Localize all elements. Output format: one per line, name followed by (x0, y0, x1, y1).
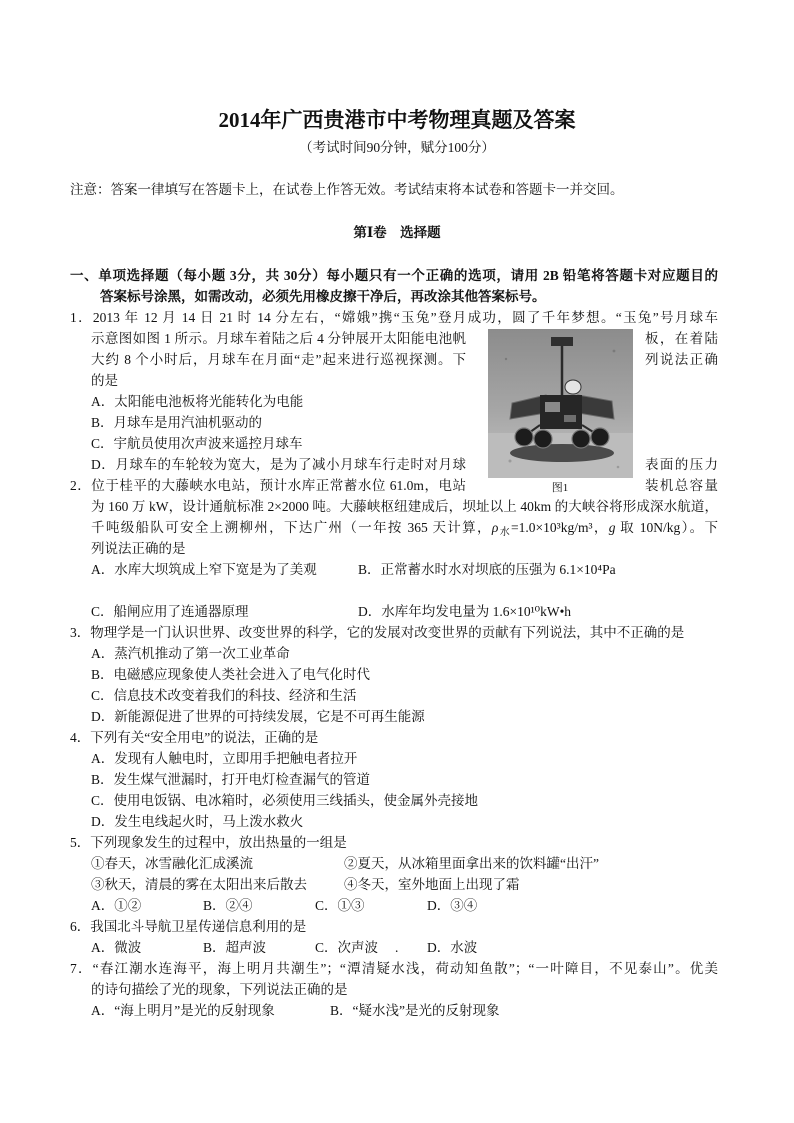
figure-1 (488, 329, 633, 478)
question-5-item-2: ②夏天，从冰箱里面拿出来的饮料罐“出汗” (344, 856, 599, 871)
question-5-item-4: ④冬天，室外地面上出现了霜 (344, 877, 520, 892)
antenna-dish (565, 380, 581, 394)
rover-wheel (591, 428, 609, 446)
question-5-option-d: D．③④ (427, 898, 478, 913)
question-1-stem: 1．2013 年 12 月 14 日 21 时 14 分左右，“嫦娥”携“玉兔”登月成功，圆了千年梦想。“玉兔”号月球车 (70, 310, 718, 325)
rover-panel-detail (564, 415, 576, 422)
question-2-option-b: B．正常蓄水时水对坝底的压强为 6.1×10⁴Pa (358, 562, 616, 577)
stray-mark: . (395, 940, 399, 955)
question-5-items-row (91, 853, 718, 874)
rover-shadow (510, 444, 614, 462)
question-1-stem-left: 大约 8 个小时后，月球车在月面“走”起来进行巡视探测。下 (91, 352, 466, 367)
question-1-stem-left: 示意图如图 1 所示。月球车着陆之后 4 分钟展开太阳能电池帆 (91, 331, 466, 346)
question-2-stem-line (91, 517, 718, 538)
question-5-option-a: A．①② (91, 898, 142, 913)
surface-speck (617, 466, 620, 469)
question-5-item-3: ③秋天，清晨的雾在太阳出来后散去 (91, 877, 307, 892)
question-2-stem-right: 装机总容量 (645, 478, 718, 493)
question-1-option-b: B．月球车是用汽油机驱动的 (91, 415, 263, 430)
question-3-option-d: D．新能源促进了世界的可持续发展，它是不可再生能源 (91, 709, 425, 724)
surface-speck (509, 460, 512, 463)
question-1-stem: 的是 (91, 373, 118, 388)
question-7-option-b: B．“疑水浅”是光的反射现象 (330, 1003, 500, 1018)
question-2-option-c: C．船闸应用了连通器原理 (91, 604, 249, 619)
question-5-item-1: ①春天，冰雪融化汇成溪流 (91, 856, 253, 871)
question-5-option-c: C．①③ (315, 898, 365, 913)
question-6-option-c: C．次声波 (315, 940, 379, 955)
question-2-option-d: D．水库年均发电量为 1.6×10¹⁰kW•h (358, 604, 572, 619)
question-2-stem-text: 千吨级船队可安全上溯柳州，下达广州（一年按 365 天计算， (91, 520, 492, 535)
density-symbol: ρ (491, 520, 499, 535)
rover-panel-detail (545, 402, 560, 412)
question-3-option-b: B．电磁感应现象使人类社会进入了电气化时代 (91, 667, 371, 682)
density-subscript: 水 (498, 527, 512, 538)
question-2-stem-text: =1.0×10³kg/m³， (511, 520, 609, 535)
question-5-stem: 5．下列现象发生的过程中，放出热量的一组是 (70, 835, 347, 850)
rover-camera-head (551, 337, 573, 346)
question-2-stem-line (70, 475, 718, 496)
question-2-options-row (91, 559, 718, 580)
question-1-option-a: A．太阳能电池板将光能转化为电能 (91, 394, 304, 409)
question-3-option-c: C．信息技术改变着我们的科技、经济和生活 (91, 688, 357, 703)
question-1-option-c: C．宇航员使用次声波来遥控月球车 (91, 436, 303, 451)
question-7-stem: 7．“春江潮水连海平，海上明月共潮生”；“潭清疑水浅，荷动知鱼散”；“一叶障目，不见泰山”。优美 (70, 961, 718, 976)
question-7-stem: 的诗句描绘了光的现象，下列说法正确的是 (91, 982, 348, 997)
question-1-option-d-left: D．月球车的车轮较为宽大，是为了减小月球车行走时对月球 (91, 457, 466, 472)
question-4-option-c: C．使用电饭锅、电冰箱时，必须使用三线插头，使金属外壳接地 (91, 793, 479, 808)
question-2-stem-text: 取 10N/kg）。下 (615, 520, 718, 535)
lunar-rover-photo (488, 329, 633, 478)
question-6-option-a: A．微波 (91, 940, 142, 955)
part-heading-line: 答案标号涂黑，如需改动，必须先用橡皮擦干净后，再改涂其他答案标号。 (100, 289, 546, 304)
surface-speck (505, 358, 507, 360)
question-3-option-a: A．蒸汽机推动了第一次工业革命 (91, 646, 290, 661)
question-2-stem-left: 2．位于桂平的大藤峡水电站，预计水库正常蓄水位 61.0m，电站 (70, 478, 466, 493)
question-6-options-row (91, 937, 718, 958)
exam-duration-note: （考试时间90分钟，赋分100分） (299, 140, 495, 155)
question-7-options-row (91, 1000, 718, 1021)
rover-wheel (534, 430, 552, 448)
part-heading-line: 一、单项选择题（每小题 3分，共 30分）每小题只有一个正确的选项，请用 2B 铅笔将答题卡对应题目的 (70, 268, 718, 283)
question-5-option-b: B．②④ (203, 898, 253, 913)
question-4-option-d: D．发生电线起火时，马上泼水救火 (91, 814, 304, 829)
page-title: 2014年广西贵港市中考物理真题及答案 (218, 108, 576, 132)
rover-wheel (515, 428, 533, 446)
question-4-option-a: A．发现有人触电时，立即用手把触电者拉开 (91, 751, 358, 766)
question-body (0, 265, 794, 1021)
question-3-stem: 3．物理学是一门认识世界、改变世界的科学，它的发展对改变世界的贡献有下列说法，其中不正确的是 (70, 625, 685, 640)
question-5-items-row (91, 874, 718, 895)
question-1-stem-right: 列说法正确 (645, 352, 718, 367)
question-2-stem: 为 160 万 kW，设计通航标准 2×2000 吨。大藤峡枢纽建成后，坝址以上 40km 的大峡谷将形成深水航道， (91, 499, 718, 514)
question-5-options-row (91, 895, 718, 916)
question-4-option-b: B．发生煤气泄漏时，打开电灯检查漏气的管道 (91, 772, 371, 787)
question-2-options-row (91, 601, 718, 622)
section-title: 第Ⅰ卷 选择题 (353, 225, 441, 240)
figure-caption: 图1 (551, 482, 569, 494)
question-2-option-a: A．水库大坝筑成上窄下宽是为了美观 (91, 562, 317, 577)
gravity-symbol: g (608, 520, 616, 535)
question-7-option-a: A．“海上明月”是光的反射现象 (91, 1003, 275, 1018)
question-1-option-d-right: 表面的压力 (645, 457, 718, 472)
rover-wheel (572, 430, 590, 448)
question-6-option-b: B．超声波 (203, 940, 267, 955)
question-2-stem: 列说法正确的是 (91, 541, 186, 556)
exam-notice: 注意：答案一律填写在答题卡上，在试卷上作答无效。考试结束将本试卷和答题卡一并交回。 (70, 182, 624, 197)
question-1-stem-right: 板，在着陆 (645, 331, 718, 346)
question-6-stem: 6．我国北斗导航卫星传递信息利用的是 (70, 919, 307, 934)
question-6-option-d: D．水波 (427, 940, 478, 955)
question-4-stem: 4．下列有关“安全用电”的说法，正确的是 (70, 730, 319, 745)
blank-line (70, 580, 718, 601)
surface-speck (613, 350, 616, 353)
